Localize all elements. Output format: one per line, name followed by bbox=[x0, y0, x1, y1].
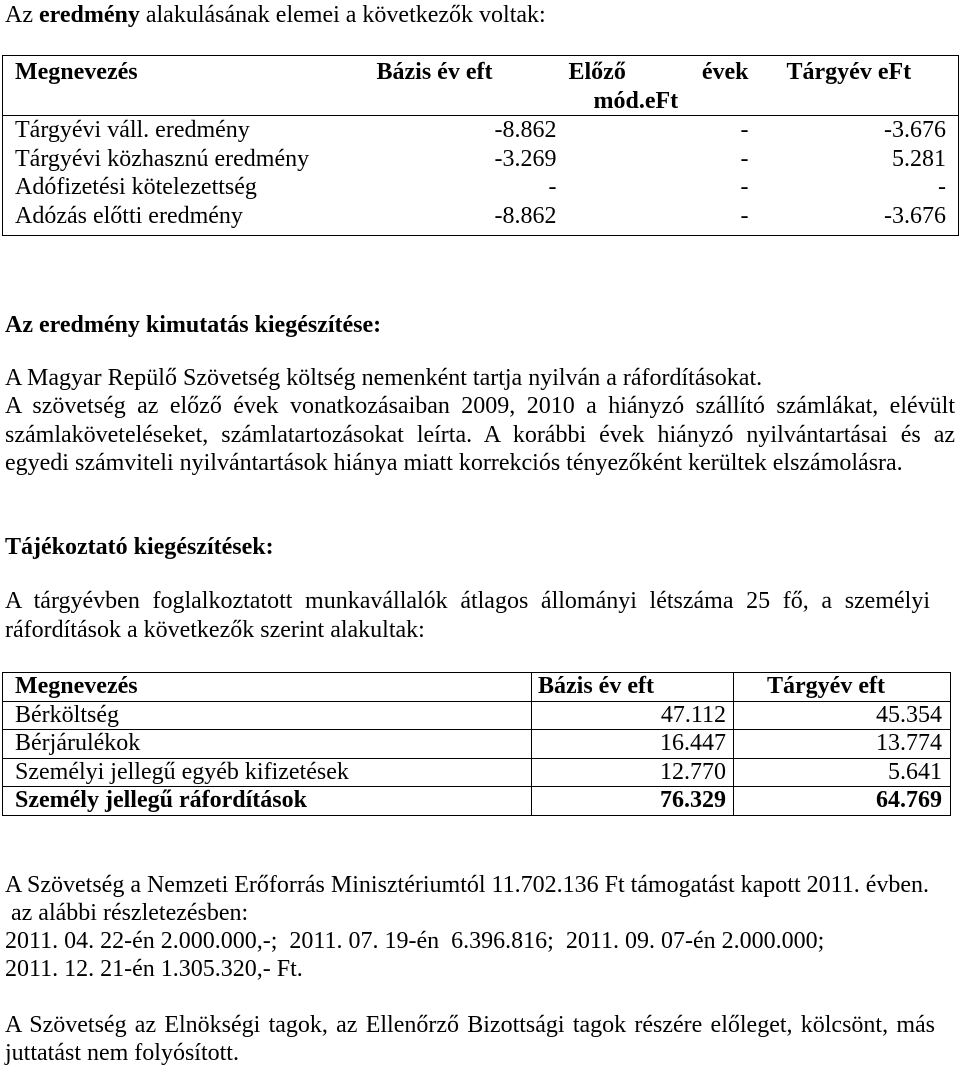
table-row bbox=[3, 145, 959, 174]
row-name: Adófizetési kötelezettség bbox=[15, 174, 257, 200]
prior-header-line1: Előző évek bbox=[568, 59, 749, 85]
prior-header-line2: mód.eFt bbox=[593, 87, 679, 114]
row-current-year: -3.676 bbox=[884, 117, 946, 143]
grant-line: A Szövetség a Nemzeti Erőforrás Minisztériumtól 11.702.136 Ft támogatást kapott 2011. évben. bbox=[5, 872, 930, 898]
column-header-base-year: Bázis év eft bbox=[367, 56, 563, 116]
row-base-year: 47.112 bbox=[532, 701, 734, 730]
total-base-year: 76.329 bbox=[532, 787, 734, 816]
grant-line: az alábbi részletezésben: bbox=[11, 900, 249, 926]
row-name: Tárgyévi közhasznú eredmény bbox=[15, 145, 310, 172]
row-name: Személyi jellegű egyéb kifizetések bbox=[3, 758, 532, 787]
row-base-year: - bbox=[548, 174, 557, 200]
column-header-name: Megnevezés bbox=[3, 56, 367, 116]
column-header-name: Megnevezés bbox=[3, 673, 532, 702]
row-name: Tárgyévi váll. eredmény bbox=[15, 117, 250, 143]
table-total-row bbox=[3, 787, 951, 816]
table-header-row bbox=[3, 673, 951, 702]
information-paragraph: A tárgyévben foglalkoztatott munkavállalók átlagos állományi létszáma 25 fő, a személyi ráfordítások a következők szerint alakultak: bbox=[5, 588, 930, 643]
table-row bbox=[3, 758, 951, 787]
table-row bbox=[3, 701, 951, 730]
supplement-heading: Az eredmény kimutatás kiegészítése: bbox=[5, 312, 382, 338]
row-prior: - bbox=[740, 174, 749, 200]
grant-line: 2011. 12. 21-én 1.305.320,- Ft. bbox=[5, 956, 303, 982]
row-base-year: -3.269 bbox=[494, 145, 557, 172]
table-row bbox=[3, 116, 959, 145]
intro-emphasis: eredmény bbox=[38, 2, 140, 28]
row-name: Adózás előtti eredmény bbox=[15, 202, 243, 229]
row-base-year: -8.862 bbox=[494, 202, 557, 229]
information-heading: Tájékoztató kiegészítések: bbox=[5, 534, 274, 560]
total-current-year: 64.769 bbox=[734, 787, 951, 816]
row-name: Bérjárulékok bbox=[3, 730, 532, 759]
intro-suffix: alakulásának elemei a következők voltak: bbox=[139, 2, 546, 28]
row-base-year: 16.447 bbox=[532, 730, 734, 759]
supplement-paragraph-2: A szövetség az előző évek vonatkozásaiban 2009, 2010 a hiányzó szállító számlákat, elévült számlaköveteléseket, számlatartozásokat leírta. A korábbi évek hiányzó nyilvántartásai és az egyedi számviteli nyilvántartások hiánya miatt korrekciós tényezőként kerültek elszámolásra. bbox=[5, 393, 955, 476]
intro-line bbox=[5, 1, 546, 30]
row-current-year: 45.354 bbox=[734, 701, 951, 730]
intro-prefix: Az bbox=[5, 2, 39, 28]
row-name: Bérköltség bbox=[3, 701, 532, 730]
row-prior: - bbox=[740, 117, 749, 143]
row-current-year: -3.676 bbox=[884, 202, 946, 229]
supplement-paragraph-1: A Magyar Repülő Szövetség költség nemenként tartja nyilván a ráfordításokat. bbox=[5, 365, 763, 391]
column-header-current-year: Tárgyév eFt bbox=[757, 56, 959, 116]
result-table bbox=[2, 55, 959, 236]
personnel-cost-table bbox=[2, 672, 951, 816]
row-prior: - bbox=[740, 145, 749, 172]
table-row bbox=[3, 730, 951, 759]
row-prior: - bbox=[740, 202, 749, 229]
table-header-row bbox=[3, 56, 959, 116]
column-header-prior-adjustments bbox=[563, 56, 757, 116]
closing-paragraph: A Szövetség az Elnökségi tagok, az Ellenőrző Bizottsági tagok részére előleget, kölcsönt, más juttatást nem folyósított. bbox=[5, 1012, 935, 1066]
row-base-year: -8.862 bbox=[494, 117, 557, 143]
grant-line: 2011. 04. 22-én 2.000.000,-; 2011. 07. 19-én 6.396.816; 2011. 09. 07-én 2.000.000; bbox=[5, 928, 825, 954]
column-header-base-year: Bázis év eft bbox=[532, 673, 734, 702]
column-header-current-year: Tárgyév eft bbox=[734, 673, 951, 702]
table-row bbox=[3, 202, 959, 236]
grant-block bbox=[5, 871, 929, 983]
row-current-year: 5.641 bbox=[734, 758, 951, 787]
total-name: Személy jellegű ráfordítások bbox=[3, 787, 532, 816]
row-current-year: 13.774 bbox=[734, 730, 951, 759]
row-current-year: 5.281 bbox=[892, 145, 946, 172]
row-current-year: - bbox=[938, 174, 946, 200]
table-row bbox=[3, 173, 959, 202]
row-base-year: 12.770 bbox=[532, 758, 734, 787]
